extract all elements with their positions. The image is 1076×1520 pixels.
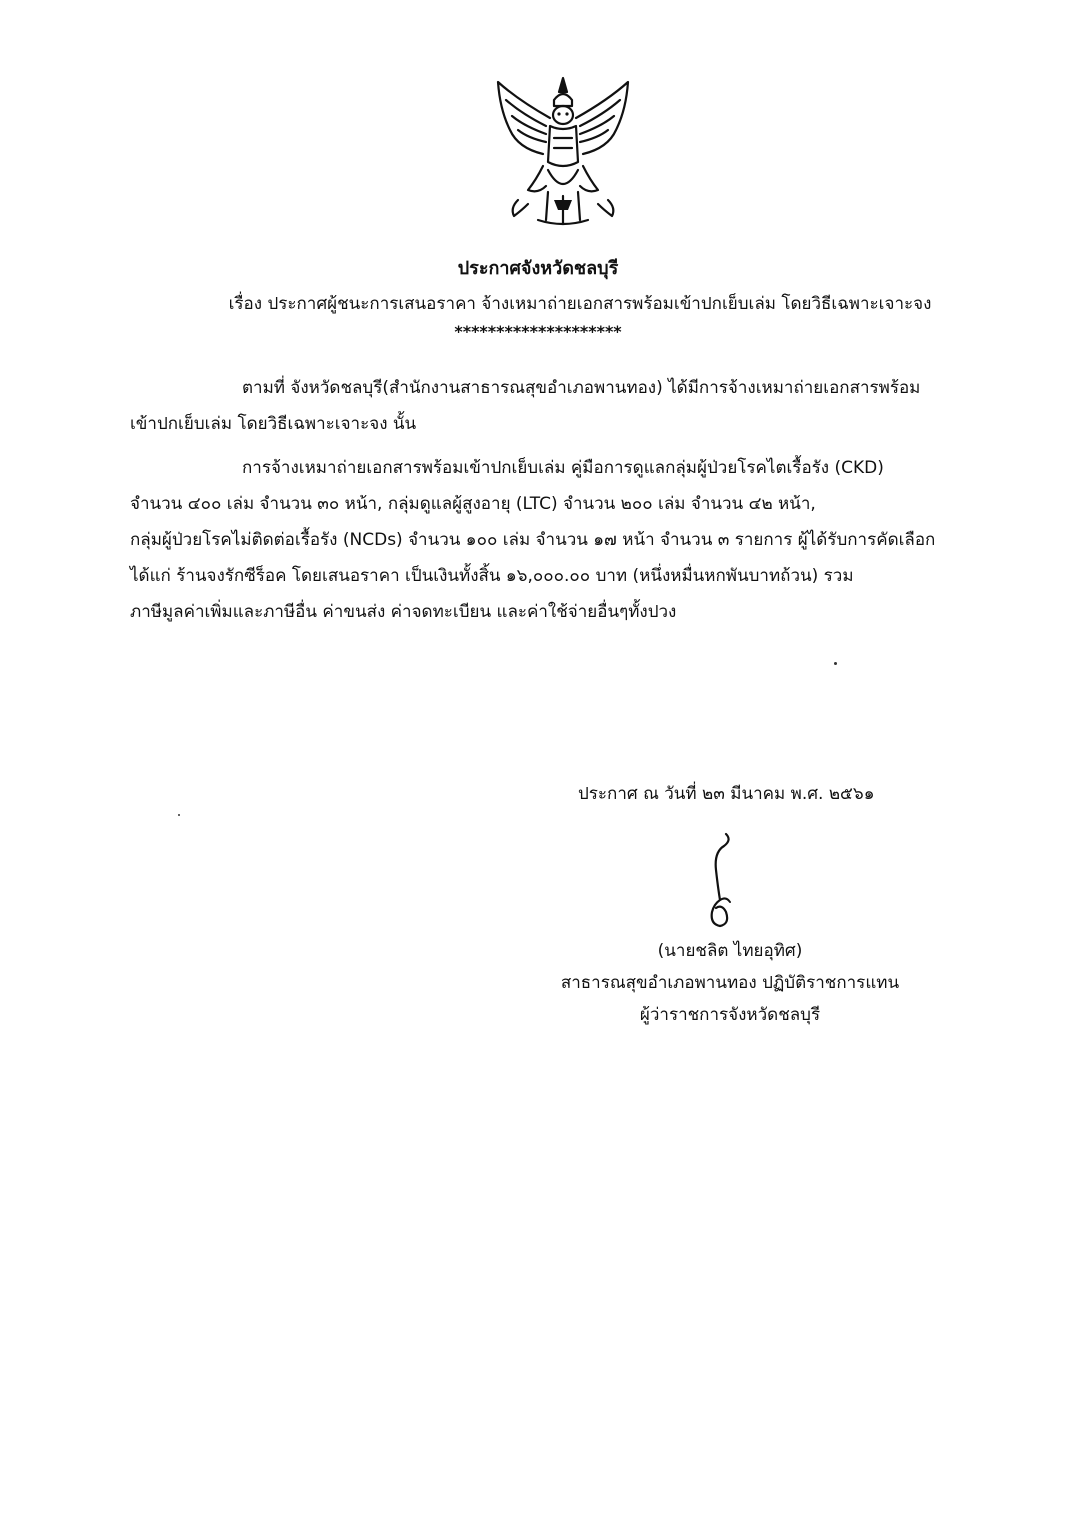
signer-name: (นายชลิต ไทยอุทิศ) bbox=[657, 941, 803, 961]
paragraph-line: ภาษีมูลค่าเพิ่มและภาษีอื่น ค่าขนส่ง ค่าจดทะเบียน และค่าใช้จ่ายอื่นๆทั้งปวง bbox=[130, 602, 677, 622]
paragraph-line: ได้แก่ ร้านจงรักซีร็อค โดยเสนอราคา เป็นเงินทั้งสิ้น ๑๖,๐๐๐.๐๐ บาท (หนึ่งหมื่นหกพันบาทถ้วน) รวม bbox=[130, 566, 854, 586]
paragraph-line: ตามที่ จังหวัดชลบุรี(สำนักงานสาธารณสุขอำเภอพานทอง) ได้มีการจ้างเหมาถ่ายเอกสารพร้อม bbox=[242, 378, 921, 398]
paragraph-line: จำนวน ๔๐๐ เล่ม จำนวน ๓๐ หน้า, กลุ่มดูแลผู้สูงอายุ (LTC) จำนวน ๒๐๐ เล่ม จำนวน ๔๒ หน้า, bbox=[130, 494, 816, 514]
paragraph-intro bbox=[130, 370, 1010, 442]
separator-line: ******************** bbox=[454, 322, 622, 341]
document-subject: เรื่อง ประกาศผู้ชนะการเสนอราคา จ้างเหมาถ่ายเอกสารพร้อมเข้าปกเย็บเล่ม โดยวิธีเฉพาะเจาะจง bbox=[228, 294, 932, 314]
paragraph-line: กลุ่มผู้ป่วยโรคไม่ติดต่อเรื้อรัง (NCDs) จำนวน ๑๐๐ เล่ม จำนวน ๑๗ หน้า จำนวน ๓ รายการ ผู้ได้รับการคัดเลือก bbox=[130, 530, 936, 550]
signer-position: สาธารณสุขอำเภอพานทอง ปฏิบัติราชการแทน bbox=[560, 973, 900, 993]
announcement-date: ประกาศ ณ วันที่ ๒๓ มีนาคม พ.ศ. ๒๕๖๑ bbox=[578, 784, 875, 804]
signature-icon bbox=[690, 830, 750, 930]
paragraph-line: เข้าปกเย็บเล่ม โดยวิธีเฉพาะเจาะจง นั้น bbox=[130, 414, 417, 434]
scan-speck bbox=[834, 662, 837, 665]
paragraph-line: การจ้างเหมาถ่ายเอกสารพร้อมเข้าปกเย็บเล่ม คู่มือการดูแลกลุ่มผู้ป่วยโรคไตเรื้อรัง (CKD) bbox=[242, 458, 884, 478]
document-title: ประกาศจังหวัดชลบุรี bbox=[457, 258, 619, 279]
signer-block bbox=[480, 935, 980, 1031]
signer-office: ผู้ว่าราชการจังหวัดชลบุรี bbox=[639, 1005, 821, 1025]
scan-speck bbox=[178, 814, 180, 816]
garuda-emblem-icon bbox=[488, 70, 638, 230]
paragraph-award bbox=[130, 450, 1010, 630]
